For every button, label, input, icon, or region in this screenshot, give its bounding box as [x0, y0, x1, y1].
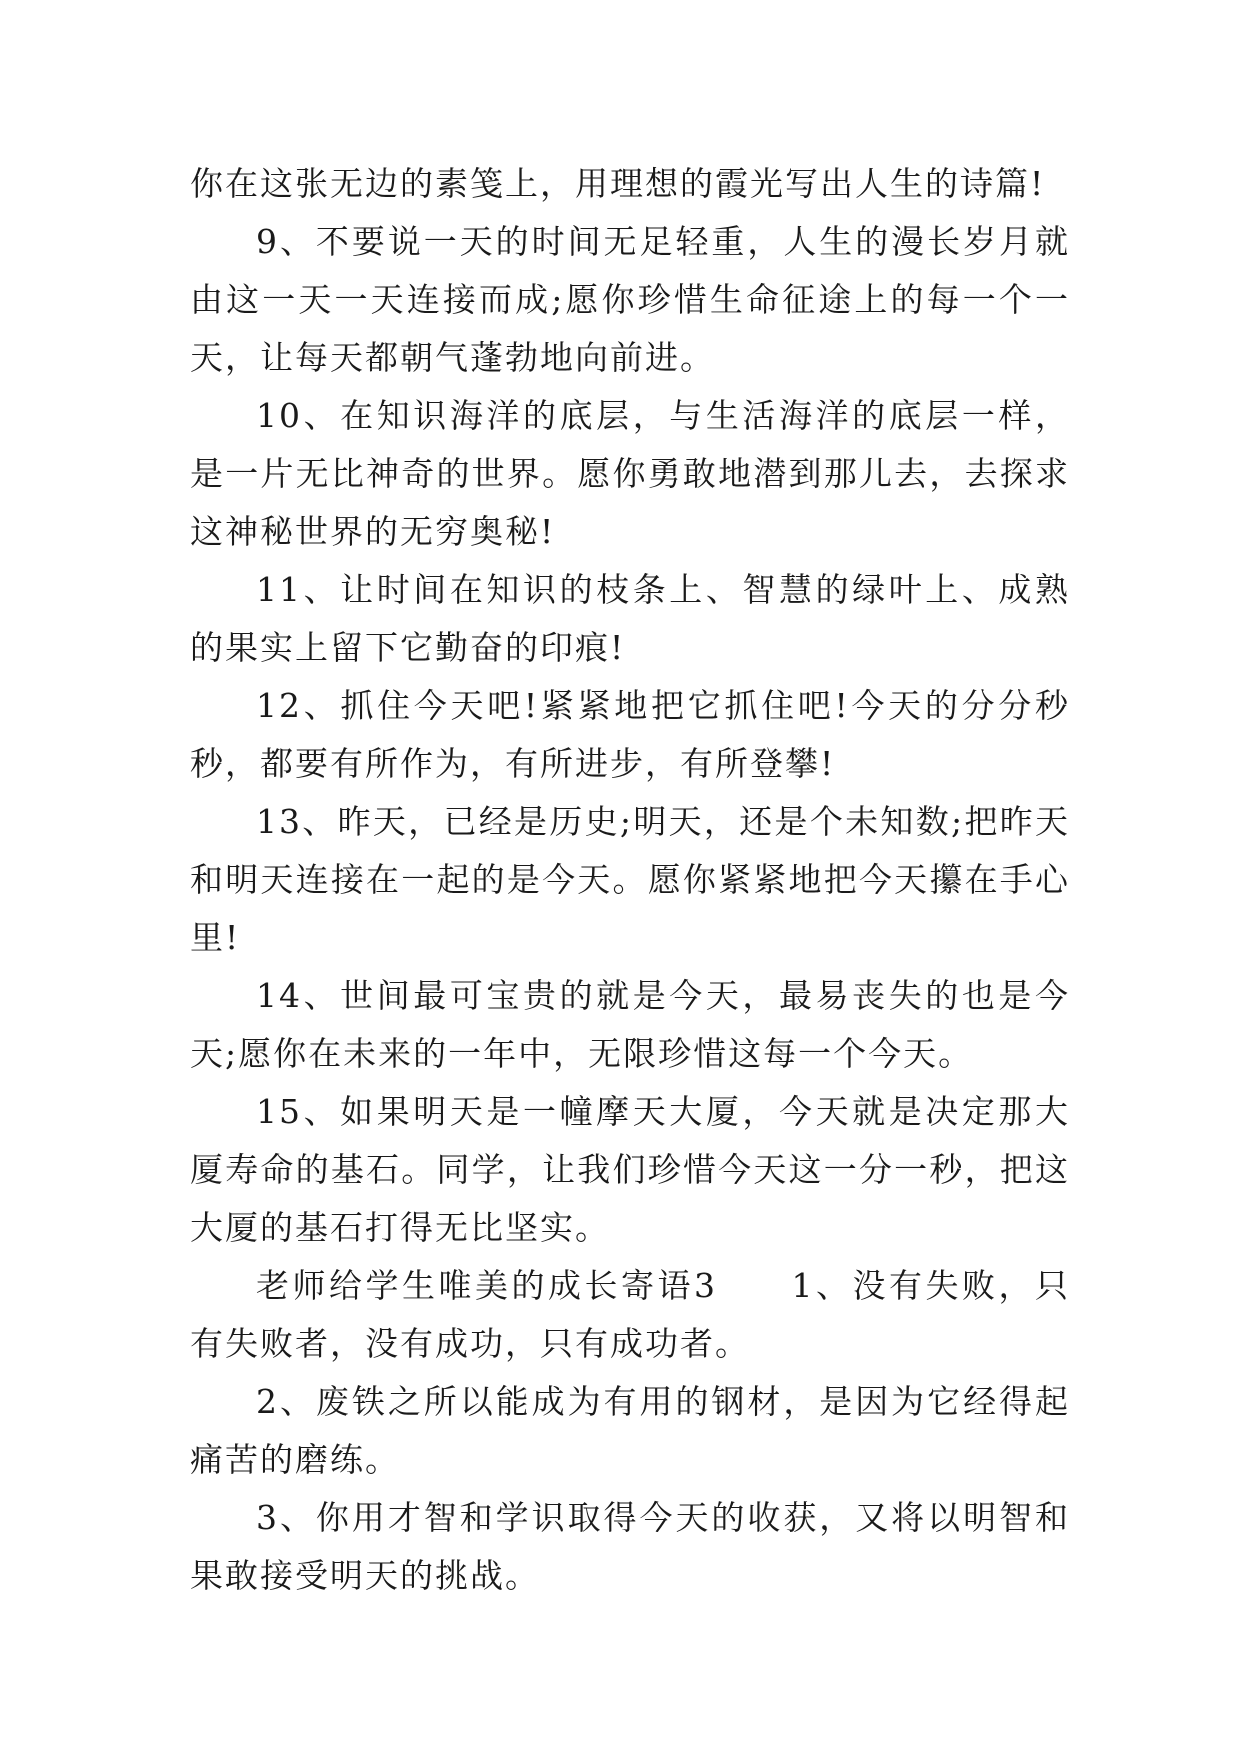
paragraph: 2、废铁之所以能成为有用的钢材，是因为它经得起痛苦的磨练。: [190, 1382, 1070, 1479]
paragraph: 3、你用才智和学识取得今天的收获，又将以明智和果敢接受明天的挑战。: [190, 1498, 1070, 1595]
paragraph: 14、世间最可宝贵的就是今天，最易丧失的也是今天;愿你在未来的一年中，无限珍惜这每一个今天。: [190, 976, 1070, 1073]
paragraph: 13、昨天，已经是历史;明天，还是个未知数;把昨天和明天连接在一起的是今天。愿你紧紧地把今天攥在手心里!: [190, 802, 1070, 957]
paragraph: 12、抓住今天吧!紧紧地把它抓住吧!今天的分分秒秒，都要有所作为，有所进步，有所登攀!: [190, 686, 1070, 783]
paragraph: 10、在知识海洋的底层，与生活海洋的底层一样，是一片无比神奇的世界。愿你勇敢地潜到那儿去，去探求这神秘世界的无穷奥秘!: [190, 396, 1070, 551]
paragraph: 9、不要说一天的时间无足轻重，人生的漫长岁月就由这一天一天连接而成;愿你珍惜生命征途上的每一个一天，让每天都朝气蓬勃地向前进。: [190, 222, 1070, 377]
paragraph: 11、让时间在知识的枝条上、智慧的绿叶上、成熟的果实上留下它勤奋的印痕!: [190, 570, 1070, 667]
section-heading-paragraph: 老师给学生唯美的成长寄语3 1、没有失败，只有失败者，没有成功，只有成功者。: [190, 1266, 1070, 1363]
document-body: [190, 155, 1070, 1605]
paragraph: 15、如果明天是一幢摩天大厦，今天就是决定那大厦寿命的基石。同学，让我们珍惜今天这一分一秒，把这大厦的基石打得无比坚实。: [190, 1092, 1070, 1247]
paragraph: 你在这张无边的素笺上，用理想的霞光写出人生的诗篇!: [190, 164, 1046, 203]
